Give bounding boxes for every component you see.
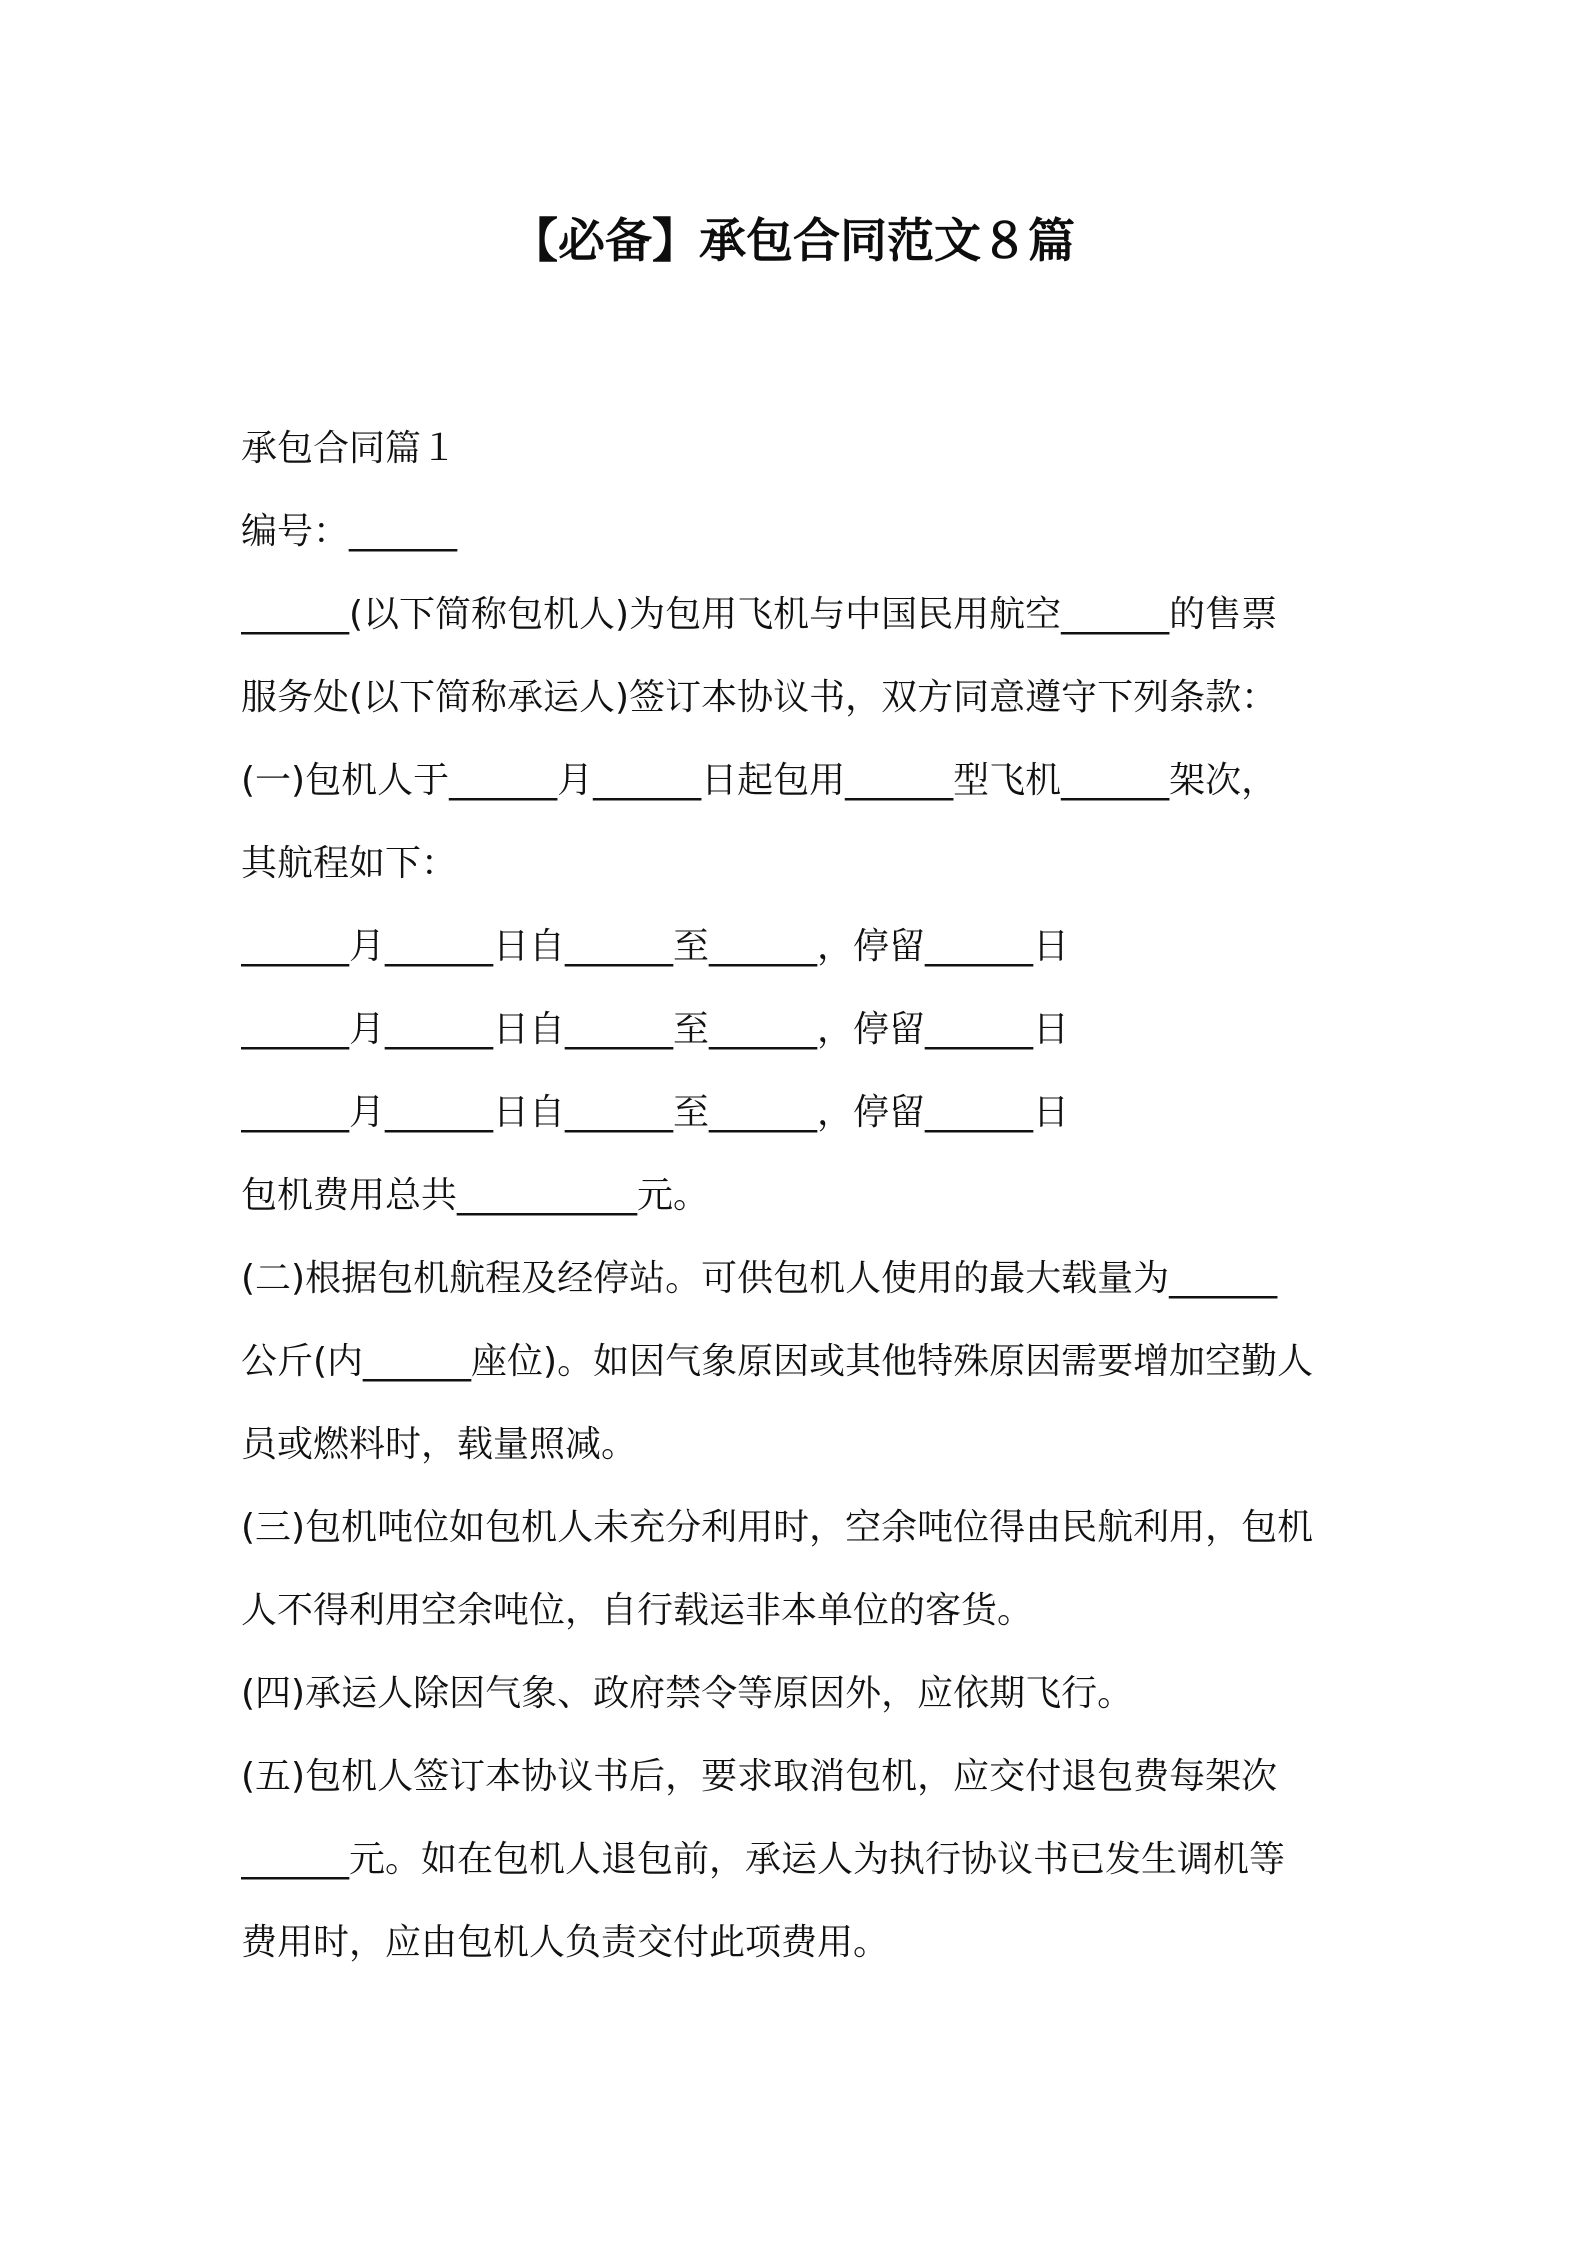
clause-5-line: ______元。如在包机人退包前，承运人为执行协议书已发生调机等 <box>241 1839 1286 1880</box>
clause-2-line: 公斤(内______座位)。如因气象原因或其他特殊原因需要增加空勤人 <box>241 1341 1314 1382</box>
clause-3-line: (三)包机吨位如包机人未充分利用时，空余吨位得由民航利用，包机 <box>241 1507 1314 1548</box>
clause-1-line: (一)包机人于______月______日起包用______型飞机______架次， <box>241 760 1278 801</box>
clause-1-line: 其航程如下： <box>241 843 458 884</box>
clause-2-line: (二)根据包机航程及经停站。可供包机人使用的最大载量为______ <box>241 1258 1278 1299</box>
clause-2-line: 员或燃料时，载量照减。 <box>241 1424 638 1465</box>
clause-5-line: 费用时，应由包机人负责交付此项费用。 <box>241 1922 890 1963</box>
itinerary-line: ______月______日自______至______，停留______日 <box>241 1092 1070 1133</box>
clause-4-line: (四)承运人除因气象、政府禁令等原因外，应依期飞行。 <box>241 1673 1134 1714</box>
section-heading: 承包合同篇１ <box>241 428 458 469</box>
itinerary-line: ______月______日自______至______，停留______日 <box>241 926 1070 967</box>
clause-3-line: 人不得利用空余吨位，自行载运非本单位的客货。 <box>241 1590 1034 1631</box>
document-title: 【必备】承包合同范文８篇 <box>511 214 1075 269</box>
contract-number-line: 编号：______ <box>241 511 458 552</box>
paragraph-line: ______(以下简称包机人)为包用飞机与中国民用航空______的售票 <box>241 594 1278 635</box>
total-fee-line: 包机费用总共__________元。 <box>241 1175 710 1216</box>
document-body <box>241 407 1361 1984</box>
clause-5-line: (五)包机人签订本协议书后，要求取消包机，应交付退包费每架次 <box>241 1756 1278 1797</box>
itinerary-line: ______月______日自______至______，停留______日 <box>241 1009 1070 1050</box>
paragraph-line: 服务处(以下简称承运人)签订本协议书，双方同意遵守下列条款： <box>241 677 1278 718</box>
